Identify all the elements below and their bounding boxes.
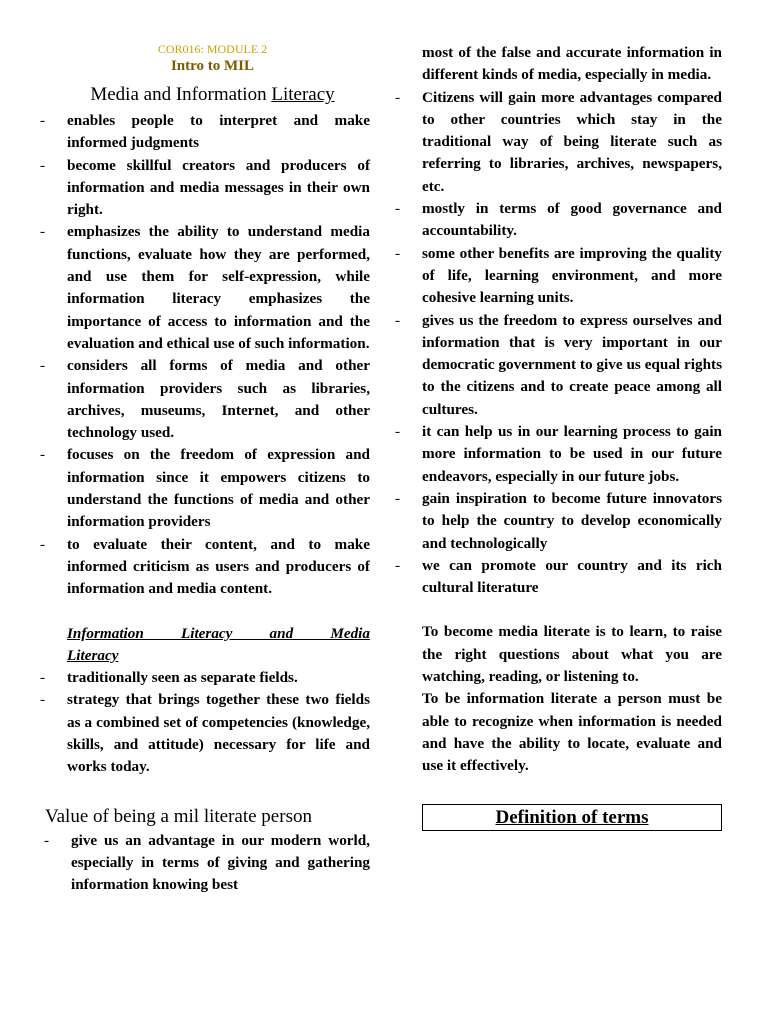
list-item: - we can promote our country and its rich cultural literature — [395, 555, 722, 600]
list-item: - considers all forms of media and other information providers such as libraries, archives, museums, Internet, and other technology used. — [40, 355, 370, 444]
list-item: - it can help us in our learning process to gain more information to be used in our future endeavors, especially in our future jobs. — [395, 421, 722, 488]
module-code: COR016: MODULE 2 — [157, 42, 268, 56]
list-item: - strategy that brings together these two fields as a combined set of competencies (knowledge, skills, and attitude) necessary for life and works today. — [40, 689, 370, 778]
section-title-mil — [40, 83, 370, 107]
subsection-title-line1: Information Literacy and Media — [67, 624, 370, 642]
list-item: - traditionally seen as separate fields. — [40, 667, 370, 689]
section-title-text: Media and Information — [90, 84, 272, 105]
left-column — [40, 0, 370, 897]
list-item: - emphasizes the ability to understand media functions, evaluate how they are performed, and use them for self-expression, while information literacy emphasizes the importance of access to information and the evaluation and ethical use of such information. — [40, 221, 370, 355]
mil-list — [40, 110, 370, 601]
definition-of-terms-title: Definition of terms — [495, 806, 649, 828]
list-item: - mostly in terms of good governance and accountability. — [395, 198, 722, 243]
continuation-text: most of the false and accurate information in different kinds of media, especially in media. — [422, 44, 722, 84]
list-item: - focuses on the freedom of expression and information since it empowers citizens to understand the functions of media and other information providers — [40, 444, 370, 533]
media-literate-paragraph: To become media literate is to learn, to raise the right questions about what you are watching, reading, or listening to. — [422, 623, 722, 686]
list-item: - become skillful creators and producers of information and media messages in their own right. — [40, 155, 370, 222]
list-item: - give us an advantage in our modern world, especially in terms of giving and gathering information knowing best — [44, 830, 370, 897]
information-literate-paragraph: To be information literate a person must be able to recognize when information is needed and have the ability to locate, evaluate and use it effectively. — [422, 690, 722, 775]
value-list-continued — [395, 87, 722, 600]
value-list — [40, 830, 370, 897]
right-column — [395, 42, 722, 831]
value-section-title: Value of being a mil literate person — [45, 805, 312, 827]
list-item: - enables people to interpret and make informed judgments — [40, 110, 370, 155]
list-item: - some other benefits are improving the quality of life, learning environment, and more cohesive learning units. — [395, 243, 722, 310]
list-item: - gives us the freedom to express ourselves and information that is very important in our democratic government to give us equal rights to the citizens and to create peace among all cultures. — [395, 310, 722, 421]
list-item: - to evaluate their content, and to make informed criticism as users and producers of information and media content. — [40, 534, 370, 601]
subsection-title-line2: Literacy — [67, 646, 119, 664]
section-title-underlined: Literacy — [271, 84, 335, 105]
module-subtitle: Intro to MIL — [170, 58, 255, 74]
definition-of-terms-box — [422, 804, 722, 831]
list-item: - gain inspiration to become future innovators to help the country to develop economically and technologically — [395, 488, 722, 555]
il-ml-list — [40, 667, 370, 778]
subsection-title — [40, 623, 370, 668]
list-item: - Citizens will gain more advantages compared to other countries which stay in the traditional way of being literate such as referring to libraries, archives, newspapers, etc. — [395, 87, 722, 198]
